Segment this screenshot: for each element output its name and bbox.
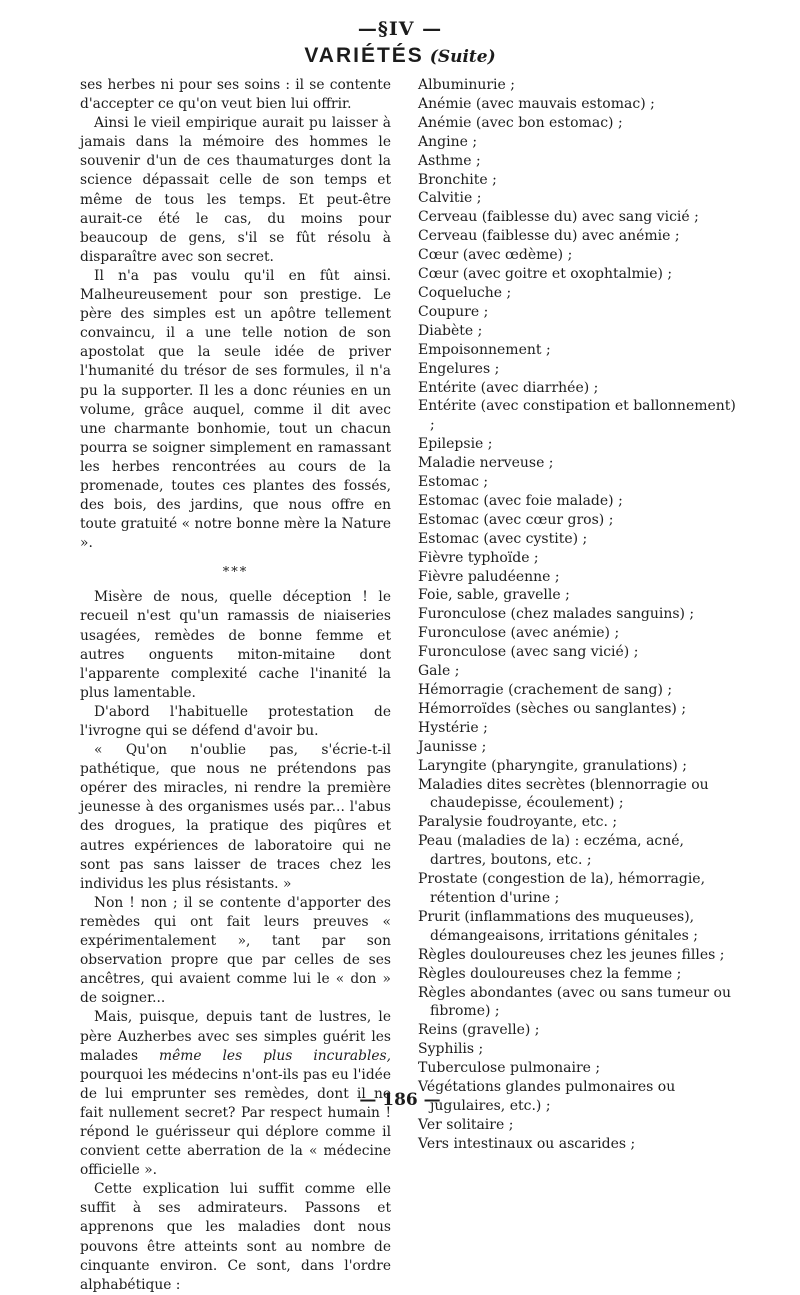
list-item: Empoisonnement ;	[418, 341, 551, 358]
list-item: Diabète ;	[418, 322, 483, 339]
paragraph: « Qu'on n'oublie pas, s'écrie-t-il pathétique, que nous ne prétendons pas opérer des miracles, ni rendre la première jeunesse à des organismes usés par... l'abus des drogues, la pratique des piqûres et autres expériences de laboratoire qui ne sont pas sans laisser de traces chez les individus les plus résistants. »	[80, 742, 391, 892]
list-item: Estomac ;	[418, 474, 489, 491]
list-item: Maladie nerveuse ;	[418, 455, 554, 472]
list-item: Hystérie ;	[418, 719, 488, 736]
paragraph: Il n'a pas voulu qu'il en fût ainsi. Malheureusement pour son prestige. Le père des simples est un apôtre tellement convaincu, il a une telle notion de son apostolat que la seule idée de priver l'humanité du trésor de ses formules, il n'a pu la supporter. Il les a donc réunies en un volume, grâce auquel, comme il dit avec une charmante bonhomie, tout un chacun pourra se soigner simplement en ramassant les herbes rencontrées au cours de la promenade, toutes ces plantes des fossés, des bois, des jardins, que nous offre en toute gratuité « notre bonne mère la Nature ».	[80, 267, 391, 552]
paragraph: ses herbes ni pour ses soins : il se contente d'accepter ce qu'on veut bien lui offrir.	[80, 77, 391, 113]
list-item: Angine ;	[418, 133, 478, 150]
text-run: pourquoi les médecins n'ont-ils pas eu l'idée de lui emprunter ses remèdes, dont il ne fait nullement secret? Par respect humain ! répond le guérisseur qui déplore comme il convient cette aberration de la « médecine officielle ».	[80, 1066, 391, 1179]
list-item: Entérite (avec constipation et ballonnement) ;	[418, 398, 736, 434]
paragraph: Cette explication lui suffit comme elle suffit à ses admirateurs. Passons et apprenons que les maladies dont nous pouvons être atteints sont au nombre de cinquante environ. Ce sont, dans l'ordre alphabétique :	[80, 1181, 391, 1293]
title-text: VARIÉTÉS	[304, 44, 424, 67]
list-item: Règles douloureuses chez les jeunes filles ;	[418, 946, 725, 963]
list-item: Estomac (avec foie malade) ;	[418, 492, 623, 509]
list-item: Anémie (avec mauvais estomac) ;	[418, 95, 655, 112]
list-item: Coqueluche ;	[418, 284, 512, 301]
section-break-asterisks: ***	[222, 565, 249, 581]
list-item: Maladies dites secrètes (blennorragie ou chaudepisse, écoulement) ;	[418, 776, 709, 812]
list-item: Cœur (avec goitre et oxophtalmie) ;	[418, 266, 673, 283]
list-item: Bronchite ;	[418, 171, 497, 188]
list-item: Foie, sable, gravelle ;	[418, 587, 570, 604]
list-item: Estomac (avec cœur gros) ;	[418, 511, 614, 528]
list-item: Fièvre typhoïde ;	[418, 549, 539, 566]
list-item: Cerveau (faiblesse du) avec anémie ;	[418, 228, 680, 245]
list-item: Prurit (inflammations des muqueuses), démangeaisons, irritations génitales ;	[418, 908, 698, 944]
list-item: Hémorroïdes (sèches ou sanglantes) ;	[418, 700, 687, 717]
list-item: Cerveau (faiblesse du) avec sang vicié ;	[418, 209, 699, 226]
left-column	[80, 76, 391, 1295]
list-item: Asthme ;	[418, 152, 481, 169]
paragraph: Non ! non ; il se contente d'apporter des remèdes qui ont fait leurs preuves « expérimentalement », tant par son observation propre que par celles de ses ancêtres, qui avaient comme lui le « don » de soigner...	[80, 894, 391, 1007]
list-item: Laryngite (pharyngite, granulations) ;	[418, 757, 687, 774]
list-item: Epilepsie ;	[418, 436, 493, 453]
list-item: Anémie (avec bon estomac) ;	[418, 114, 623, 131]
paragraph: D'abord l'habituelle protestation de l'ivrogne qui se défend d'avoir bu.	[80, 703, 391, 739]
list-item: Paralysie foudroyante, etc. ;	[418, 814, 618, 831]
list-item: Calvitie ;	[418, 190, 482, 207]
list-item: Fièvre paludéenne ;	[418, 568, 560, 585]
list-item: Albuminurie ;	[418, 77, 515, 93]
right-column-disease-list	[418, 76, 738, 1154]
disease-list	[418, 76, 738, 1154]
list-item: Jaunisse ;	[418, 738, 487, 755]
paragraph: Ainsi le vieil empirique aurait pu laisser à jamais dans la mémoire des hommes le souvenir d'un de ces thaumaturges dont la science dépassait celle de son temps et même de tous les temps. Et peut-être aurait-ce été le cas, du moins pour beaucoup de gens, s'il se fût résolu à disparaître avec son secret.	[80, 115, 391, 265]
emphasis-text: même les plus incurables,	[159, 1047, 391, 1064]
list-item: Végétations glandes pulmonaires ou jugulaires, etc.) ;	[418, 1079, 676, 1114]
list-item: Furonculose (avec sang vicié) ;	[418, 644, 639, 661]
list-item: Coupure ;	[418, 303, 489, 320]
page-number: — 186 —	[359, 1090, 441, 1110]
list-item: Cœur (avec œdème) ;	[418, 247, 573, 264]
list-item: Gale ;	[418, 663, 460, 680]
list-item: Entérite (avec diarrhée) ;	[418, 379, 599, 396]
title-suffix: (Suite)	[429, 47, 496, 67]
list-item: Peau (maladies de la) : eczéma, acné, dartres, boutons, etc. ;	[418, 833, 685, 869]
list-item: Tuberculose pulmonaire ;	[418, 1060, 601, 1077]
paragraph: Misère de nous, quelle déception ! le recueil n'est qu'un ramassis de niaiseries usagées, remèdes de bonne femme et autres onguents miton-mitaine dont l'apparente complexité cache l'inanité la plus lamentable.	[80, 589, 391, 701]
list-item: Prostate (congestion de la), hémorragie, rétention d'urine ;	[418, 871, 706, 906]
list-item: Ver solitaire ;	[418, 1116, 514, 1133]
list-item: Hémorragie (crachement de sang) ;	[418, 682, 673, 698]
list-item: Engelures ;	[418, 360, 500, 377]
list-item: Vers intestinaux ou ascarides ;	[418, 1135, 636, 1152]
section-title	[0, 44, 800, 68]
text-run: Mais, puisque, depuis tant de lustres, le père Auzherbes avec ses simples guérit les malades	[80, 1009, 391, 1064]
list-item: Estomac (avec cystite) ;	[418, 530, 588, 547]
list-item: Furonculose (chez malades sanguins) ;	[418, 606, 695, 623]
list-item: Règles abondantes (avec ou sans tumeur ou fibrome) ;	[418, 984, 731, 1020]
running-head: —§IV —	[357, 18, 443, 40]
list-item: Syphilis ;	[418, 1041, 484, 1058]
list-item: Reins (gravelle) ;	[418, 1022, 540, 1039]
list-item: Furonculose (avec anémie) ;	[418, 625, 620, 642]
list-item: Règles douloureuses chez la femme ;	[418, 965, 682, 982]
